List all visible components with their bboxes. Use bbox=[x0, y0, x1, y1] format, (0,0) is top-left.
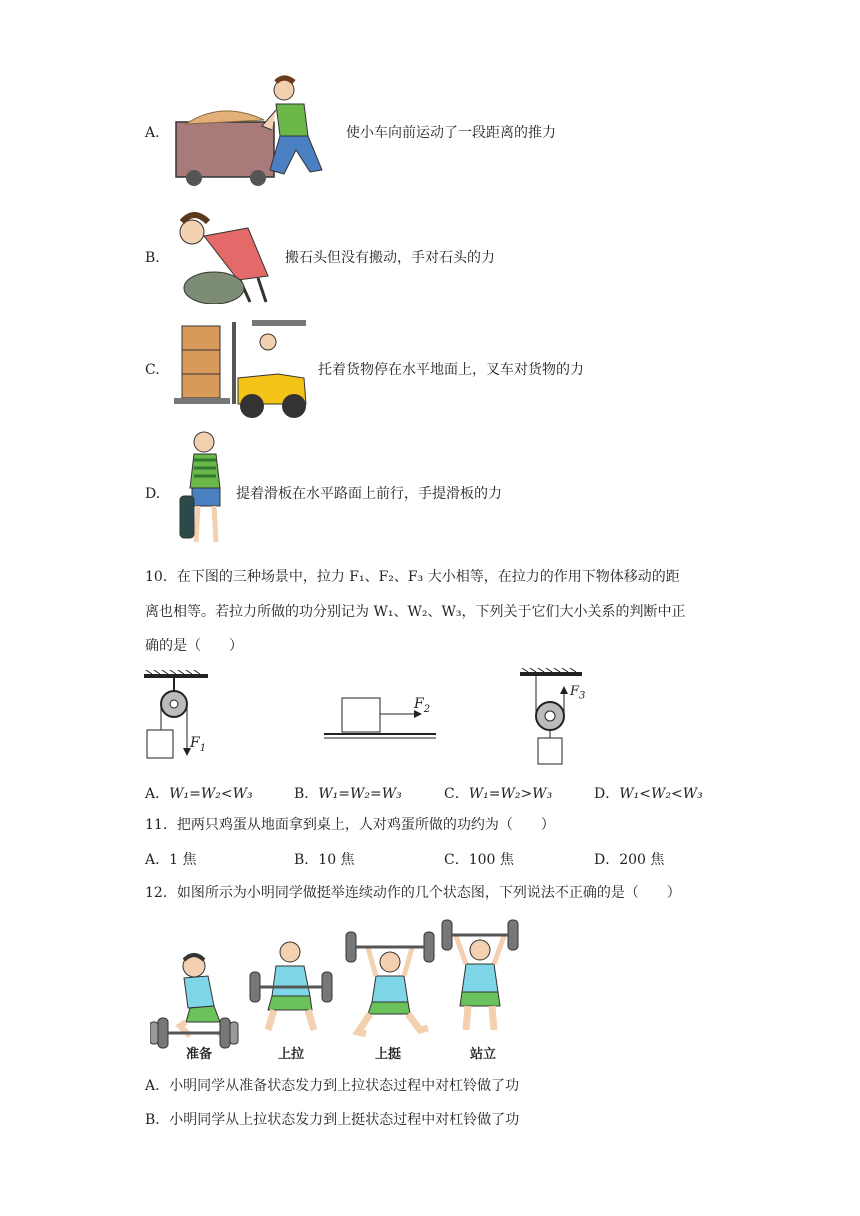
option-letter-c: C. bbox=[145, 362, 160, 378]
caption-jerk: 上挺 bbox=[375, 1047, 402, 1062]
caption-pull: 上拉 bbox=[278, 1047, 305, 1062]
q12-option-a: A．小明同学从准备状态发力到上拉状态过程中对杠铃做了功 bbox=[145, 1078, 520, 1094]
q10-option-c: C．W₁=W₂>W₃ bbox=[444, 786, 553, 802]
option-text-a: 使小车向前运动了一段距离的推力 bbox=[346, 125, 556, 141]
q11-stem: 11．把两只鸡蛋从地面拿到桌上，人对鸡蛋所做的功约为（ ） bbox=[145, 817, 555, 833]
label-f1: $F_1$ bbox=[190, 735, 207, 754]
q12-stem: 12．如图所示为小明同学做挺举连续动作的几个状态图，下列说法不正确的是（ ） bbox=[145, 885, 681, 901]
lifter-stand bbox=[442, 920, 518, 1030]
option-text-d: 提着滑板在水平路面上前行，手提滑板的力 bbox=[236, 486, 502, 502]
q10-stem-line1: 10．在下图的三种场景中，拉力 F₁、F₂、F₃ 大小相等，在拉力的作用下物体移动的距 bbox=[145, 569, 680, 585]
caption-ready: 准备 bbox=[186, 1047, 213, 1062]
q10-option-a: A．W₁=W₂<W₃ bbox=[145, 786, 253, 802]
forklift-illustration bbox=[172, 318, 312, 420]
option-letter-d: D. bbox=[145, 486, 161, 502]
option-text-b: 搬石头但没有搬动，手对石头的力 bbox=[285, 250, 495, 266]
option-letter-b: B. bbox=[145, 250, 160, 266]
q10-option-b: B．W₁=W₂=W₃ bbox=[294, 786, 402, 802]
option-letter-a: A. bbox=[145, 125, 160, 141]
q11-option-c: C．100 焦 bbox=[444, 852, 514, 868]
option-text-c-visible: 托着货物停在水平地面上，叉车对货物的力 bbox=[318, 362, 584, 378]
q10-stem-line2: 离也相等。若拉力所做的功分别记为 W₁、W₂、W₃，下列关于它们大小关系的判断中正 bbox=[145, 604, 686, 620]
weightlifting-sequence-illustration bbox=[150, 914, 535, 1064]
lifter-pull bbox=[250, 942, 332, 1030]
q11-option-a: A．1 焦 bbox=[145, 852, 197, 868]
skateboard-carry-illustration bbox=[176, 430, 232, 552]
caption-stand: 站立 bbox=[470, 1047, 497, 1062]
lifter-ready bbox=[150, 955, 238, 1048]
label-f3: $F_3$ bbox=[570, 684, 586, 702]
cart-push-illustration bbox=[172, 74, 342, 189]
q10-stem-line3: 确的是（ ） bbox=[145, 638, 243, 654]
label-f2: $F_2$ bbox=[414, 696, 431, 715]
lifting-stone-illustration bbox=[168, 206, 282, 304]
q12-option-b: B．小明同学从上拉状态发力到上挺状态过程中对杠铃做了功 bbox=[145, 1112, 520, 1128]
q11-option-d: D．200 焦 bbox=[594, 852, 665, 868]
lifter-jerk bbox=[346, 932, 434, 1034]
q10-option-d: D．W₁<W₂<W₃ bbox=[594, 786, 703, 802]
movable-pulley-diagram bbox=[516, 668, 588, 768]
q11-option-b: B．10 焦 bbox=[294, 852, 355, 868]
